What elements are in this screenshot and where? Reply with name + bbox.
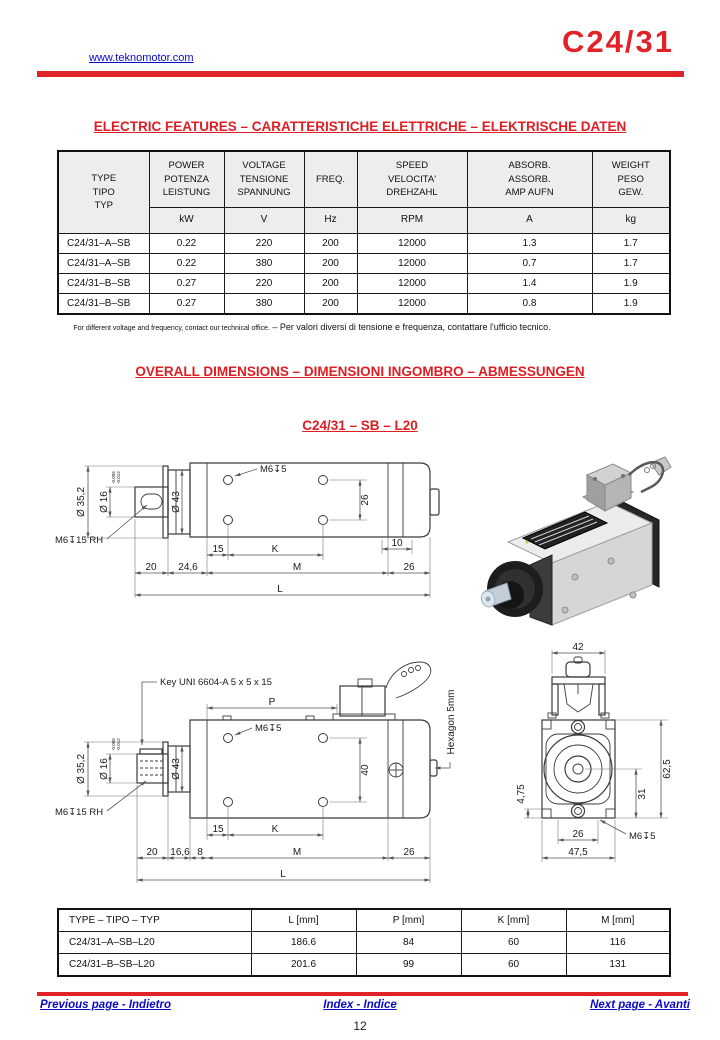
table-row [58, 954, 670, 977]
cell: 380 [224, 254, 304, 274]
cell: 220 [224, 234, 304, 254]
col-speed-header [357, 151, 467, 208]
cell: 12000 [357, 234, 467, 254]
page-number: 12 [353, 1019, 367, 1033]
header-line: ABSORB. [508, 159, 551, 171]
cell: 200 [304, 274, 357, 294]
dim-26-vertical: 26 [360, 494, 371, 506]
header-line: FREQ. [315, 173, 346, 185]
section-heading-electric-text: ELECTRIC FEATURES – CARATTERISTICHE ELETTRICHE – ELEKTRISCHE DATEN [93, 119, 627, 134]
table-row [58, 294, 670, 315]
header-line: VOLTAGE [242, 159, 286, 171]
dims-col-l-header: L [mm] [251, 909, 356, 932]
cell: 1.4 [467, 274, 592, 294]
cell: 201.6 [251, 954, 356, 977]
hexagon-label: Hexagon 5mm [446, 689, 457, 755]
index-link[interactable]: Index - Indice [323, 999, 397, 1011]
col-voltage-header [224, 151, 304, 208]
section-heading-overall [0, 364, 720, 379]
dim-m6-15rh-label: M6↧15 RH [55, 535, 104, 546]
cell-type: C24/31–B–SB [58, 294, 149, 315]
dim-16-6: 16,6 [170, 847, 190, 858]
dim-l: L [277, 584, 283, 595]
previous-page-link[interactable]: Previous page - Indietro [40, 999, 171, 1011]
header-line: AMP AUFN [505, 187, 554, 199]
dim-62-5: 62,5 [662, 759, 673, 779]
header-line: SPANNUNG [237, 187, 291, 199]
cell: 0.22 [149, 254, 224, 274]
col-freq-header [304, 151, 357, 208]
table-header-row [58, 909, 670, 932]
unit-kg: kg [592, 208, 670, 234]
dims-col-type-header: TYPE – TIPO – TYP [58, 909, 251, 932]
unit-v: V [224, 208, 304, 234]
spindle-side-view-drawing [30, 442, 460, 642]
table-footnote [0, 317, 624, 335]
header-line: GEW. [618, 187, 644, 199]
cell: 220 [224, 274, 304, 294]
dim-p: P [268, 697, 276, 708]
cell: 12000 [357, 274, 467, 294]
cell: 1.7 [592, 254, 670, 274]
dim-dia-16-tol-hi: -0.006 [111, 738, 116, 751]
dim-15: 15 [212, 824, 224, 835]
cell: 60 [461, 954, 566, 977]
dim-dia-16-tol-hi: -0.006 [111, 471, 116, 484]
cell: 200 [304, 234, 357, 254]
cell-type: C24/31–B–SB [58, 274, 149, 294]
cell: 116 [566, 932, 670, 954]
electric-features-table [57, 150, 671, 315]
dim-m: M [292, 847, 302, 858]
dim-47-5: 47,5 [568, 847, 588, 858]
variant-heading [0, 418, 720, 433]
dim-15: 15 [212, 544, 224, 555]
dim-m6-5-label: M6↧5 [260, 464, 287, 475]
dim-m: M [292, 562, 302, 573]
dim-k: K [271, 824, 279, 835]
cell: 0.27 [149, 294, 224, 315]
unit-rpm: RPM [357, 208, 467, 234]
dimension-table [57, 908, 671, 977]
dim-dia-35-2: Ø 35,2 [76, 753, 87, 785]
cell: 0.27 [149, 274, 224, 294]
dim-dia-16-tol-lo: -0.012 [116, 738, 121, 751]
cell: 1.9 [592, 274, 670, 294]
unit-kw: kW [149, 208, 224, 234]
cell: 1.7 [592, 234, 670, 254]
header-line: SPEED [395, 159, 429, 171]
dim-dia-43: Ø 43 [171, 758, 182, 780]
cell-type: C24/31–A–SB [58, 234, 149, 254]
header-line: LEISTUNG [162, 187, 211, 199]
header-line: DREHZAHL [386, 187, 438, 199]
col-power-header [149, 151, 224, 208]
cell: 1.9 [592, 294, 670, 315]
header-line: VELOCITA' [387, 173, 437, 185]
spindle-front-view-drawing [490, 630, 720, 892]
dim-m6-15rh-label: M6↧15 RH [55, 807, 104, 818]
dim-4-75: 4,75 [516, 784, 527, 804]
cell: 200 [304, 294, 357, 315]
table-row [58, 254, 670, 274]
dim-8: 8 [197, 847, 203, 858]
dims-col-k-header: K [mm] [461, 909, 566, 932]
website-link[interactable]: www.teknomotor.com [89, 52, 194, 64]
dim-24-6: 24,6 [178, 562, 198, 573]
cell: 60 [461, 932, 566, 954]
dim-31: 31 [637, 788, 648, 800]
dim-26: 26 [572, 829, 584, 840]
page-title: C24/31 [562, 24, 674, 59]
section-heading-electric [0, 119, 720, 134]
type-header-line: TYP [94, 200, 113, 212]
footnote-en: For different voltage and frequency, contact our technical office. [73, 325, 270, 332]
col-weight-header [592, 151, 670, 208]
cell: 0.22 [149, 234, 224, 254]
cell: 12000 [357, 294, 467, 315]
dim-26-right: 26 [403, 562, 415, 573]
section-heading-overall-text: OVERALL DIMENSIONS – DIMENSIONI INGOMBRO – ABMESSUNGEN [135, 364, 585, 379]
unit-hz: Hz [304, 208, 357, 234]
dim-dia-16-tol-lo: -0.012 [116, 471, 121, 484]
dim-dia-43: Ø 43 [171, 491, 182, 513]
dim-dia-35-2: Ø 35,2 [76, 486, 87, 518]
spindle-side-view-l20-drawing [30, 650, 475, 900]
dim-20: 20 [145, 562, 157, 573]
table-row [58, 932, 670, 954]
dim-20: 20 [146, 847, 158, 858]
cell: 84 [356, 932, 461, 954]
dim-26: 26 [403, 847, 415, 858]
cell: 0.7 [467, 254, 592, 274]
cell: 200 [304, 254, 357, 274]
table-row [58, 274, 670, 294]
type-header-line: TYPE [91, 172, 117, 184]
dim-k: K [271, 544, 279, 555]
header-rule [37, 71, 684, 77]
table-row [58, 234, 670, 254]
header-line: PESO [617, 173, 644, 185]
variant-heading-text: C24/31 – SB – L20 [302, 418, 418, 433]
header-line: POTENZA [164, 173, 209, 185]
dim-42: 42 [572, 642, 584, 653]
dims-col-m-header: M [mm] [566, 909, 670, 932]
cell: 0.8 [467, 294, 592, 315]
cell-type: C24/31–B–SB–L20 [58, 954, 251, 977]
unit-a: A [467, 208, 592, 234]
cell: 12000 [357, 254, 467, 274]
cell-type: C24/31–A–SB [58, 254, 149, 274]
dim-dia-16: Ø 16 [99, 758, 110, 780]
col-type-header [58, 151, 149, 234]
cell: 380 [224, 294, 304, 315]
dim-dia-16: Ø 16 [99, 491, 110, 513]
header-line: TENSIONE [239, 173, 289, 185]
dims-col-p-header: P [mm] [356, 909, 461, 932]
footer-rule [37, 992, 688, 996]
header-line: POWER [168, 159, 205, 171]
header-line: WEIGHT [611, 159, 650, 171]
dim-40: 40 [360, 764, 371, 776]
cell: 1.3 [467, 234, 592, 254]
dim-10: 10 [391, 538, 403, 549]
cell: 99 [356, 954, 461, 977]
product-photo [455, 445, 700, 635]
footnote-it: – Per valori diversi di tensione e frequenza, contattare l'ufficio tecnico. [269, 322, 551, 332]
cell: 131 [566, 954, 670, 977]
col-absorb-header [467, 151, 592, 208]
header-line: ASSORB. [508, 173, 551, 185]
next-page-link[interactable]: Next page - Avanti [590, 999, 690, 1011]
dim-m6-5-label: M6↧5 [255, 723, 282, 734]
dim-l: L [280, 869, 286, 880]
cell: 186.6 [251, 932, 356, 954]
cell-type: C24/31–A–SB–L20 [58, 932, 251, 954]
key-label: Key UNI 6604-A 5 x 5 x 15 [160, 677, 272, 688]
type-header-line: TIPO [92, 186, 115, 198]
dim-m6-5-label: M6↧5 [629, 831, 656, 842]
